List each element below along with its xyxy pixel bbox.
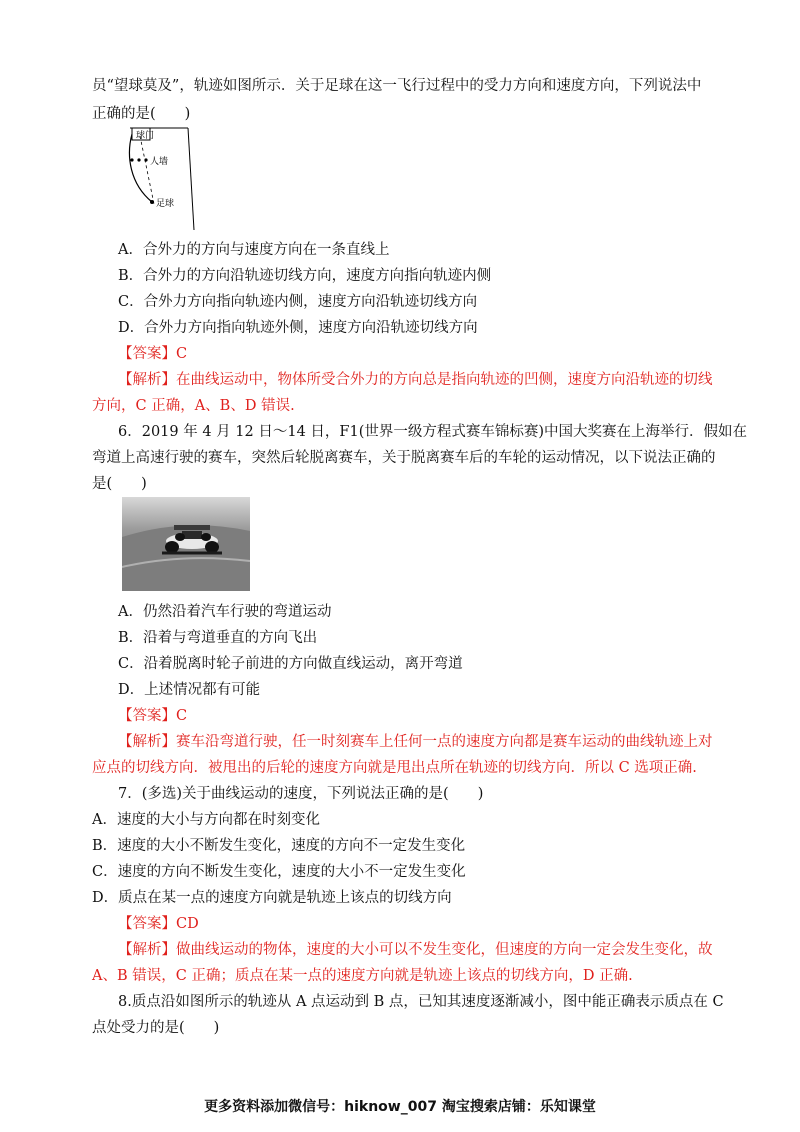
q6-answer — [118, 706, 187, 726]
wall-label: 人墙 — [150, 157, 169, 167]
answer-value: C — [176, 708, 188, 724]
q5-analysis-line1 — [118, 370, 713, 390]
q5-football-figure — [118, 126, 208, 234]
q6-stem-line2: 弯道上高速行驶的赛车，突然后轮脱离赛车，关于脱离赛车后的车轮的运动情况，以下说法正确的 — [92, 450, 716, 466]
answer-value: CD — [176, 916, 199, 932]
ball-label: 足球 — [156, 199, 175, 209]
ball-dot — [150, 200, 154, 204]
q5-analysis-line2: 方向，C 正确，A、B、D 错误. — [92, 398, 295, 414]
q5-option-b: B．合外力的方向沿轨迹切线方向，速度方向指向轨迹内侧 — [118, 268, 492, 284]
wall-dot — [130, 158, 133, 161]
q7-stem-line1: 7．(多选)关于曲线运动的速度，下列说法正确的是( ) — [118, 786, 484, 802]
q6-analysis-line1 — [118, 732, 713, 752]
answer-tag: 【答案】 — [118, 708, 176, 724]
q6-option-a: A．仍然沿着汽车行驶的弯道运动 — [118, 604, 332, 620]
wall-dot — [144, 158, 147, 161]
q6-stem-line3: 是( ) — [92, 476, 147, 492]
q5-option-a: A．合外力的方向与速度方向在一条直线上 — [118, 242, 390, 258]
q5-stem-line1: 员“望球莫及”，轨迹如图所示．关于足球在这一飞行过程中的受力方向和速度方向，下列说法中 — [92, 78, 702, 94]
q7-option-d: D．质点在某一点的速度方向就是轨迹上该点的切线方向 — [92, 890, 452, 906]
answer-tag: 【答案】 — [118, 916, 176, 932]
q6-option-b: B．沿着与弯道垂直的方向飞出 — [118, 630, 318, 646]
q6-option-c: C．沿着脱离时轮子前进的方向做直线运动，离开弯道 — [118, 656, 463, 672]
page-footer: 更多资料添加微信号：hiknow_007 淘宝搜索店铺：乐知课堂 — [204, 1099, 596, 1115]
q6-analysis-line2: 应点的切线方向．被甩出的后轮的速度方向就是甩出点所在轨迹的切线方向．所以 C 选项正确. — [92, 760, 697, 776]
q6-race-car-photo — [122, 497, 250, 591]
dashed-line — [140, 136, 154, 204]
q7-option-c: C．速度的方向不断发生变化，速度的大小不一定发生变化 — [92, 864, 466, 880]
q8-stem-line2: 点处受力的是( ) — [92, 1020, 220, 1036]
trajectory-curve — [129, 134, 152, 202]
q7-option-b: B．速度的大小不断发生变化，速度的方向不一定发生变化 — [92, 838, 466, 854]
analysis-text: 在曲线运动中，物体所受合外力的方向总是指向轨迹的凹侧，速度方向沿轨迹的切线 — [176, 372, 713, 388]
q7-answer — [118, 914, 199, 934]
q5-stem-line2: 正确的是( ) — [92, 106, 191, 122]
analysis-tag: 【解析】 — [118, 942, 176, 958]
q6-option-d: D．上述情况都有可能 — [118, 682, 261, 698]
analysis-tag: 【解析】 — [118, 372, 176, 388]
q7-analysis-line1 — [118, 940, 713, 960]
analysis-text: 赛车沿弯道行驶，任一时刻赛车上任何一点的速度方向都是赛车运动的曲线轨迹上对 — [176, 734, 713, 750]
q5-answer — [118, 344, 187, 364]
answer-value: C — [176, 346, 188, 362]
q6-stem-line1: 6．2019 年 4 月 12 日～14 日，F1(世界一级方程式赛车锦标赛)中国大奖赛在上海举行．假如在 — [118, 424, 748, 440]
q7-option-a: A．速度的大小与方向都在时刻变化 — [92, 812, 320, 828]
wall-dot — [137, 158, 140, 161]
q8-stem-line1: 8.质点沿如图所示的轨迹从 A 点运动到 B 点，已知其速度逐渐减小，图中能正确表示质点在 C — [118, 994, 724, 1010]
q5-option-c: C．合外力方向指向轨迹内侧，速度方向沿轨迹切线方向 — [118, 294, 478, 310]
analysis-tag: 【解析】 — [118, 734, 176, 750]
analysis-text: 做曲线运动的物体，速度的大小可以不发生变化，但速度的方向一定会发生变化，故 — [176, 942, 713, 958]
q7-analysis-line2: A、B 错误，C 正确；质点在某一点的速度方向就是轨迹上该点的切线方向，D 正确. — [92, 968, 633, 984]
q5-option-d: D．合外力方向指向轨迹外侧，速度方向沿轨迹切线方向 — [118, 320, 478, 336]
answer-tag: 【答案】 — [118, 346, 176, 362]
goal-label: 球门 — [136, 131, 155, 141]
